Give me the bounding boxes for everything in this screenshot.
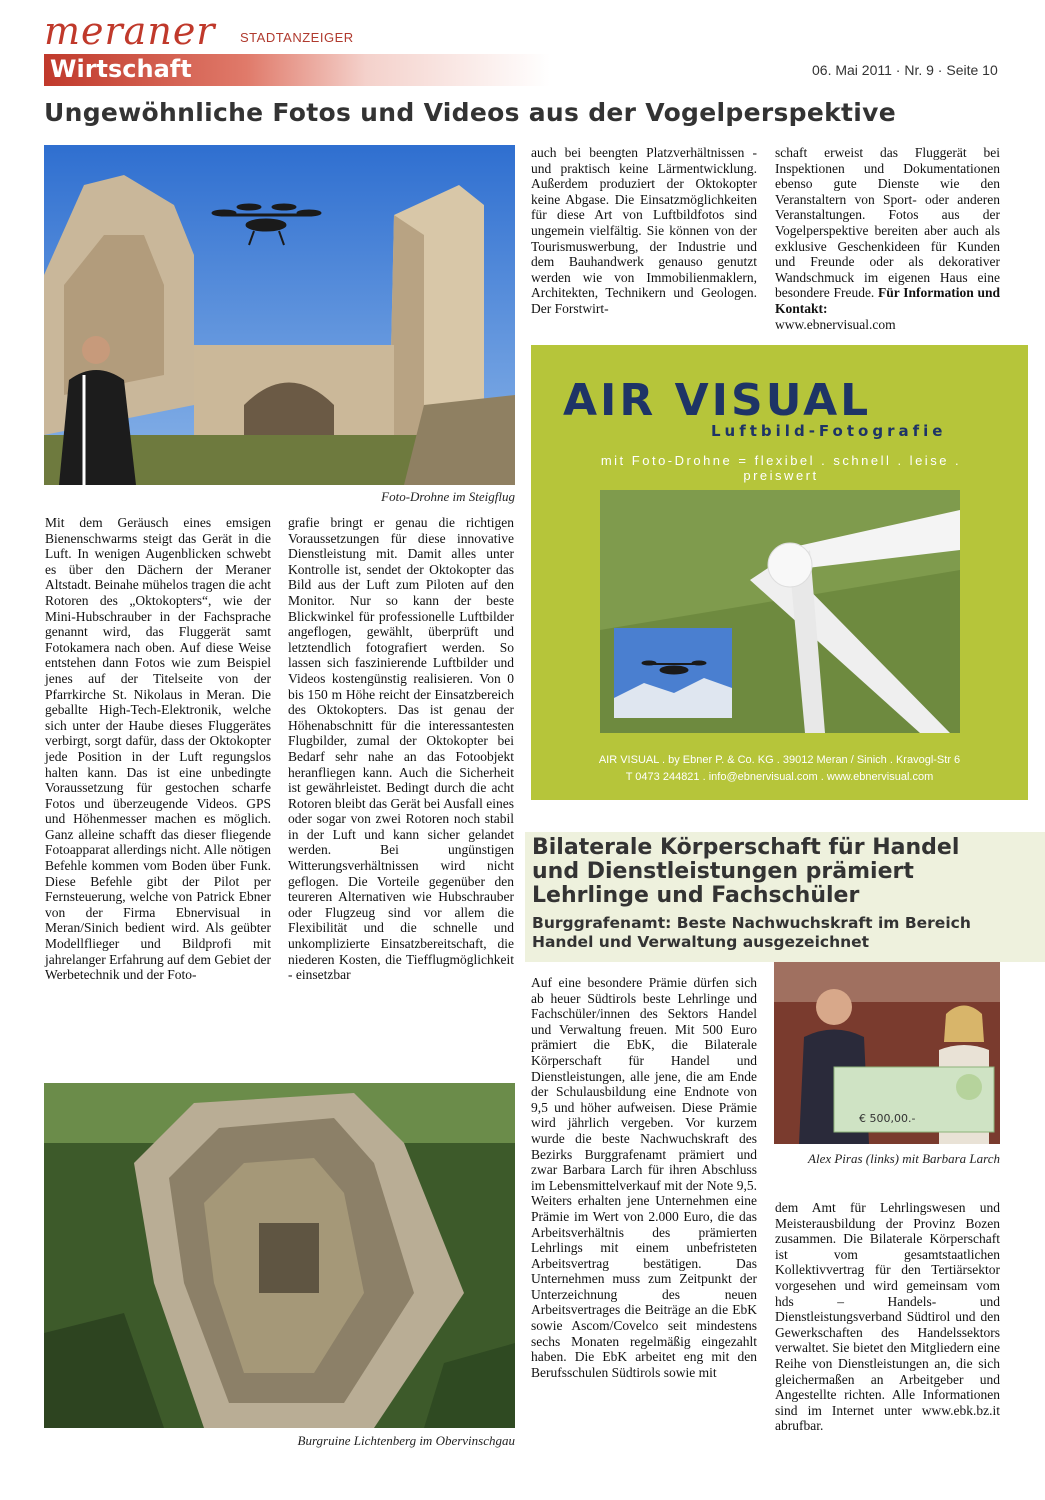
article-column-3: auch bei beengten Platzverhältnissen - und praktisch keine Lärmentwicklung. Außerdem produziert der Oktokopter keine Abgase. Die Einsatzmöglichkeiten für diese Art von Luftbildfotos sind ungemein vielfältig. Sie können von der Tourismuswerbung, der Industrie und dem Bauhandwerk genauso genutzt werden wie von Immobilienmaklern, Architekten, Technikern und Geologen. Der Forstwirt- <box>531 145 757 316</box>
check-amount: € 500,00.- <box>859 1112 916 1125</box>
ad-logo-subtitle: Luftbild-Fotografie <box>711 422 947 440</box>
contact-label: Für Information und Kontakt: <box>775 285 1000 316</box>
dateline: 06. Mai 2011 · Nr. 9 · Seite 10 <box>812 62 998 78</box>
article2-headline: Bilaterale Körperschaft für Handel und Dienstleistungen prämiert Lehrlinge und Fachschüler <box>532 835 960 908</box>
article2-subheadline: Burggrafenamt: Beste Nachwuchskraft im Bereich Handel und Verwaltung ausgezeichnet <box>532 914 971 951</box>
ad-tagline: mit Foto-Drohne = flexibel . schnell . leise . preiswert <box>600 453 962 483</box>
article2-column-1: Auf eine besondere Prämie dürfen sich ab heuer Südtirols beste Lehrlinge und Fachschüler/innen des Sektors Handel und Verwaltung freuen. Mit 500 Euro prämiert die EbK, die Bilaterale Körperschaft für Handel und Dienstleistungen, alle jene, die am Ende der Schulausbildung eine Endnote von 9,5 und höher aufweisen. Diese Prämie wird jährlich vergeben. Vor kurzem wurde die beste Nachwuchskraft des Bezirks Burggrafenamt prämiert und zwar Barbara Larch für ihren Abschluss im Lebensmittelverkauf mit der Note 9,5. Weiters erhalten jene Unternehmen eine Prämie im Wert von 2.000 Euro, die das Arbeitsverhältnis des prämierten Lehrlings mit einem unbefristeten Arbeitsvertrag bestätigen. Das Unternehmen muss zum Zeitpunkt der Unterzeichnung des neuen Arbeitsvertrages die Beiträge an die EbK sowie Ascom/Covelco seit mindestens sechs Monaten regelmäßig eingezahlt haben. Die EbK arbeitet eng mit den Berufsschulen Südtirols sowie mit <box>531 975 757 1380</box>
article-column-2: grafie bringt er genau die richtigen Voraussetzungen für diese innovative Dienstleistung mit. Damit alles unter Kontrolle ist, sendet der Oktokopter das Bild aus der Luft zum Piloten auf den Monitor. Nur so kann der beste Blickwinkel für professionelle Luftbilder angeflogen, gewählt, überprüft und letztendlich fotografiert werden. So lassen sich faszinierende Luftbilder und Videos kostengünstig realisieren. Von 0 bis 150 m Höhe reicht der Einsatzbereich des Oktokopters. Das ist genau der Höhenabschnitt für die interessantesten Flugbilder, zumal der Oktokopter bei Bedarf sehr nahe an das Fotoobjekt heranfliegen kann. Auch die Sicherheit ist gewährleistet. Bedingt durch die acht Rotoren bleibt das Gerät bei Ausfall eines oder sogar von zwei Rotoren noch stabil in der Luft und kann sicher gelandet werden. Bei ungünstigen Witterungsverhältnissen wird nicht geflogen. Die Vorteile gegenüber den teureren Alternativen wie Hubschrauber oder Flugzeug sind vor allem die Flexibilität und die schnelle und unkomplizierte Einsatzbereitschaft, die niederen Kosten, die Tiefflugmöglichkeit - einsetzbar <box>288 515 514 983</box>
article-headline: Ungewöhnliche Fotos und Videos aus der Vogelperspektive <box>44 98 896 127</box>
article2-column-2: dem Amt für Lehrlingswesen und Meisterausbildung der Provinz Bozen zusammen. Die Bilaterale Körperschaft ist vom gesamtstaatlichen Kollektivvertrag für den Tertiärsektor vorgesehen und wird gemeinsam vom hds – Handels- und Dienstleistungsverband Südtirol und den Gewerkschaften des Handelssektors verwaltet. Sie bietet den Mitgliedern eine Reihe von Dienstleistungen an, die sich gleichermaßen an Arbeitgeber und Angestellte richten. Alle Informationen sind im Internet unter www.ebk.bz.it abrufbar. <box>775 1200 1000 1434</box>
castle-photo-caption: Burgruine Lichtenberg im Obervinschgau <box>297 1433 515 1448</box>
award-photo <box>774 962 1000 1144</box>
drone-photo-caption: Foto-Drohne im Steigflug <box>381 489 515 504</box>
ad-logo: AIR VISUAL <box>563 375 872 426</box>
masthead-brand: meraner <box>44 9 216 53</box>
masthead-subtitle: STADTANZEIGER <box>240 30 354 45</box>
article-column-1: Mit dem Geräusch eines emsigen Bienenschwarms steigt das Gerät in die Luft. In wenigen Augenblicken schwebt es über den Dächern der Meraner Altstadt. Beinahe mühelos tragen die acht Rotoren des „Oktokopters“, wie der Mini-Hubschrauber in der Fachsprache genannt wird, das Fluggerät samt Fotokamera nach oben. Auf diese Weise entstehen dann Fotos wie zum Beispiel jenes auf der Titelseite von der Pfarrkirche St. Nikolaus in Meran. Die geballte High-Tech-Elektronik, welche sich unter der Haube dieses Fluggerätes verbirgt, sorgt dafür, dass der Oktokopter jede Position in der Luft regungslos halten kann. Das ist eine unbedingte Voraussetzung für gestochen scharfe Fotos und überzeugende Videos. GPS und Höhenmesser machen es möglich. Ganz alleine schafft das dieser fliegende Fotoapparat allerdings nicht. Alle nötigen Befehle kommen vom Boden über Funk. Diese Befehle gibt der Pilot per Fernsteuerung, welche von Patrick Ebner von der Firma Ebnervisual in Meran/Sinich bedient wird. Als geübter Modellflieger und Bildprofi mit jahrelanger Erfahrung auf dem Gebiet der Werbetechnik und der Foto- <box>45 515 272 983</box>
article-column-4-text: schaft erweist das Fluggerät bei Inspektionen und Dokumentationen ebenso gute Dienste wie den Veranstaltern von Sport- oder anderen Veranstaltungen. Fotos aus der Vogelperspektive bereiten aber auch als exklusive Geschenkideen für Kunden und Freunde oder als dekorativer Wandschmuck im eigenen Haus eine besondere Freude. <box>775 145 1000 301</box>
drone-photo <box>44 145 515 485</box>
castle-ruin-photo <box>44 1083 515 1428</box>
ad-footer-contact: T 0473 244821 . info@ebnervisual.com . www.ebnervisual.com <box>625 771 934 783</box>
contact-link[interactable]: www.ebnervisual.com <box>775 316 896 332</box>
section-label: Wirtschaft <box>50 55 192 83</box>
ad-drone-inset-photo <box>614 628 732 718</box>
award-photo-caption: Alex Piras (links) mit Barbara Larch <box>808 1151 1000 1166</box>
article-column-4 <box>775 145 1000 332</box>
air-visual-ad[interactable] <box>531 345 1028 800</box>
ad-footer-address: AIR VISUAL . by Ebner P. & Co. KG . 39012 Meran / Sinich . Kravogl-Str 6 <box>598 754 961 766</box>
